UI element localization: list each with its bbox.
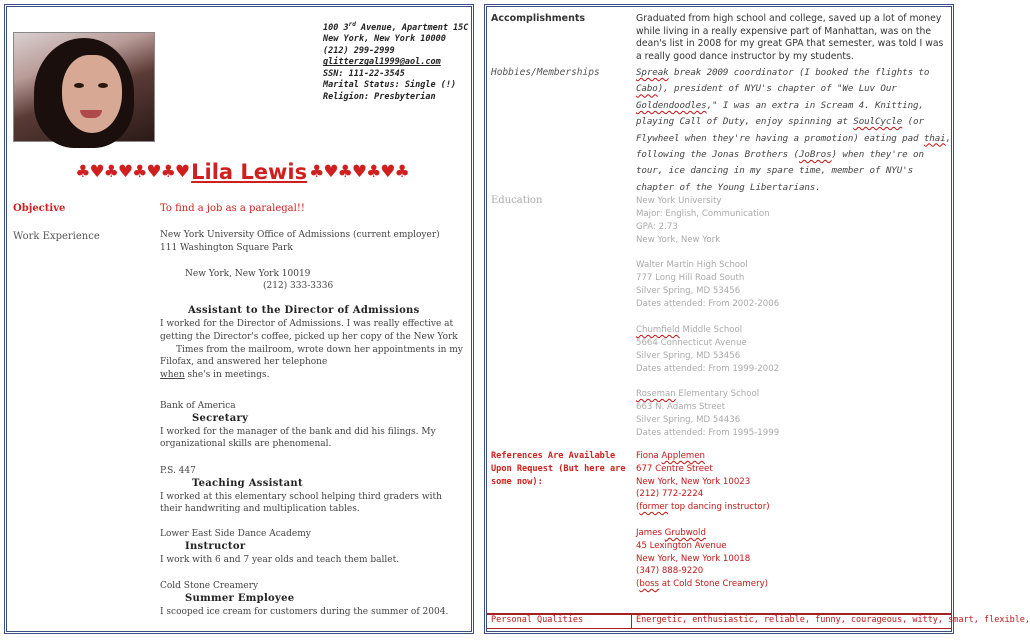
contact-ssn: SSN: 111-22-3545 bbox=[323, 68, 405, 79]
spellcheck-word: thai bbox=[923, 132, 946, 144]
job-desc-text: she's in meetings. bbox=[184, 370, 270, 381]
note-paren: ( bbox=[636, 579, 640, 590]
contact-religion: Religion: Presbyterian bbox=[323, 91, 436, 102]
spellcheck-word: boss bbox=[639, 579, 660, 590]
note-text: top dancing instructor) bbox=[668, 502, 770, 513]
hobbies-run: ) when they're on tour, ice dancing in my spare time, member of NYU's chapter of the Young Libertarians. bbox=[636, 149, 924, 193]
hobbies-run: break 2009 coordinator (I booked the flights to bbox=[668, 67, 930, 78]
job-title: Instructor bbox=[185, 540, 246, 552]
references-label-line: Upon Request (But here are bbox=[491, 464, 626, 474]
school-line: New York University bbox=[636, 196, 722, 206]
school-line: 777 Long Hill Road South bbox=[636, 273, 745, 283]
reference-city: New York, New York 10018 bbox=[636, 553, 751, 564]
hobbies-run: ), president of NYU's chapter of "We Luv Our bbox=[657, 83, 897, 95]
job-title: Secretary bbox=[192, 412, 249, 424]
work-org: Lower East Side Dance Academy bbox=[160, 529, 311, 539]
photo-eye-right bbox=[98, 83, 108, 88]
personal-qualities-label: Personal Qualities bbox=[491, 615, 584, 625]
reference-first-name: Fiona bbox=[636, 451, 662, 461]
reference-city: New York, New York 10023 bbox=[636, 476, 751, 487]
work-entry-dance-academy bbox=[160, 528, 472, 566]
reference-person bbox=[636, 527, 952, 591]
job-desc-line bbox=[160, 369, 472, 382]
applicant-name: Lila Lewis bbox=[191, 160, 308, 184]
school-line: 5664 Connecticut Avenue bbox=[636, 338, 747, 348]
spellcheck-word: SoulCycle bbox=[853, 116, 903, 128]
education-label: Education bbox=[491, 195, 543, 206]
address-street: Avenue, Apartment 15C bbox=[355, 22, 469, 33]
hobbies-run: , following the Jonas Brothers ( bbox=[636, 132, 952, 161]
work-org: Cold Stone Creamery bbox=[160, 581, 259, 591]
education-school bbox=[636, 195, 952, 247]
school-line bbox=[636, 388, 952, 401]
education-school bbox=[636, 259, 952, 311]
hobbies-label: Hobbies/Memberships bbox=[491, 67, 600, 78]
job-desc-line: Times from the mailroom, wrote down her appointments in my bbox=[176, 344, 463, 355]
reference-address: 45 Lexington Avenue bbox=[636, 540, 727, 551]
resume-page-1 bbox=[4, 4, 474, 634]
spellcheck-word: Applemen bbox=[661, 451, 705, 461]
school-line: Major: English, Communication bbox=[636, 209, 770, 219]
references-label-line: some now): bbox=[491, 477, 543, 487]
school-line bbox=[636, 324, 952, 337]
spellcheck-word: former bbox=[639, 502, 669, 513]
work-entry-cold-stone bbox=[160, 580, 472, 618]
school-line: Dates attended: From 1999-2002 bbox=[636, 364, 780, 374]
contact-email[interactable]: glitterzgal1999@aol.com bbox=[323, 57, 441, 68]
note-paren: ( bbox=[636, 502, 640, 513]
education-school bbox=[636, 324, 952, 376]
spellcheck-word: Chumfield bbox=[636, 325, 680, 335]
school-line: Silver Spring, MD 53456 bbox=[636, 351, 741, 361]
job-title: Summer Employee bbox=[185, 592, 295, 604]
note-text: at Cold Stone Creamery) bbox=[659, 579, 769, 590]
school-line: 663 N. Adams Street bbox=[636, 402, 726, 412]
reference-name bbox=[636, 450, 952, 463]
address-ordinal: rd bbox=[348, 21, 356, 28]
job-desc-line: I worked for the manager of the bank and did his filings. My bbox=[160, 426, 436, 437]
name-heading bbox=[7, 160, 477, 184]
suits-left: ♣♥♣♥♣♥♣♥ bbox=[75, 162, 190, 182]
reference-name bbox=[636, 527, 952, 540]
work-org: Bank of America bbox=[160, 401, 236, 411]
job-desc-line: organizational skills are phenomenal. bbox=[160, 439, 332, 450]
address-number: 100 3 bbox=[323, 22, 349, 33]
table-divider bbox=[631, 615, 632, 628]
contact-address-line1 bbox=[323, 19, 473, 34]
reference-phone: (212) 772-2224 bbox=[636, 489, 704, 500]
work-entry-bank bbox=[160, 400, 472, 451]
personal-qualities-row bbox=[487, 613, 1030, 629]
job-desc-line: their handwriting and multiplication tables. bbox=[160, 504, 360, 515]
job-desc-line: I work with 6 and 7 year olds and teach them ballet. bbox=[160, 554, 400, 565]
job-desc-line: I worked at this elementary school helping third graders with bbox=[160, 491, 442, 502]
work-entry-nyu bbox=[160, 229, 472, 382]
spellcheck-word: Grubwold bbox=[664, 528, 706, 538]
work-city: New York, New York 10019 bbox=[185, 268, 311, 279]
job-desc-line: I worked for the Director of Admissions. I was really effective at bbox=[160, 318, 454, 329]
references-label bbox=[491, 450, 626, 489]
spellcheck-word: JoBros bbox=[798, 149, 832, 161]
contact-address-line2: New York, New York 10000 bbox=[323, 34, 446, 45]
personal-qualities-text: Energetic, enthusiastic, reliable, funny, courageous, witty, smart, flexible, bbox=[636, 615, 1030, 625]
contact-phone: (212) 299-2999 bbox=[323, 45, 395, 56]
school-line: Silver Spring, MD 53456 bbox=[636, 286, 741, 296]
work-address: 111 Washington Square Park bbox=[160, 242, 293, 253]
spellcheck-word: Cabo bbox=[636, 83, 658, 95]
profile-photo bbox=[13, 32, 155, 142]
school-name-rest: Middle School bbox=[679, 325, 743, 335]
work-org: P.S. 447 bbox=[160, 466, 196, 476]
job-title: Assistant to the Director of Admissions bbox=[188, 305, 420, 317]
contact-marital-status: Marital Status: Single (!) bbox=[323, 80, 457, 91]
reference-note bbox=[636, 578, 952, 591]
reference-first-name: James bbox=[636, 528, 665, 538]
reference-person bbox=[636, 450, 952, 514]
school-line: Silver Spring, MD 54436 bbox=[636, 415, 741, 425]
suits-right: ♣♥♣♥♣♥♣ bbox=[309, 162, 409, 182]
school-line: Dates attended: From 1995-1999 bbox=[636, 428, 780, 438]
work-experience-label: Work Experience bbox=[13, 231, 100, 242]
hobbies-run: ," I was an extra in Scream 4. Knitting, playing Call of Duty, enjoy spinning at bbox=[636, 99, 924, 128]
education-school bbox=[636, 388, 952, 440]
reference-note bbox=[636, 501, 952, 514]
underlined-word: when bbox=[160, 370, 185, 381]
job-desc-line: I scooped ice cream for customers during the summer of 2004. bbox=[160, 606, 449, 617]
resume-page-2 bbox=[484, 4, 1030, 634]
work-org: New York University Office of Admissions (current employer) bbox=[160, 230, 440, 240]
hobbies-run: (or Flywheel when they're having a promotion) eating pad bbox=[636, 116, 924, 144]
photo-eye-left bbox=[74, 83, 84, 88]
accomplishments-label: Accomplishments bbox=[491, 13, 586, 24]
work-phone: (212) 333-3336 bbox=[263, 281, 334, 292]
photo-face bbox=[62, 55, 122, 133]
school-line: Dates attended: From 2002-2006 bbox=[636, 299, 780, 309]
job-desc-line: Filofax, and answered her telephone bbox=[160, 357, 328, 368]
school-line: New York, New York bbox=[636, 235, 721, 245]
objective-text: To find a job as a paralegal!! bbox=[160, 203, 305, 214]
accomplishments-text: Graduated from high school and college, saved up a lot of money while living in a really expensive part of Manhattan, was on the dean's list in 2008 for my great GPA that semester, was told I was a really good dance instructor by my students. bbox=[636, 13, 944, 62]
objective-label: Objective bbox=[13, 203, 66, 214]
references-label-line: References Are Available bbox=[491, 451, 616, 461]
hobbies-text bbox=[636, 65, 952, 196]
school-name-rest: Elementary School bbox=[675, 389, 760, 399]
job-title: Teaching Assistant bbox=[192, 477, 303, 489]
work-entry-ps447 bbox=[160, 465, 472, 516]
contact-info bbox=[323, 19, 473, 103]
spellcheck-word: Goldendoodles bbox=[636, 99, 707, 111]
reference-address: 677 Centre Street bbox=[636, 463, 713, 474]
school-line: GPA: 2.73 bbox=[636, 222, 678, 232]
reference-phone: (347) 888-9220 bbox=[636, 566, 704, 577]
spellcheck-word: Roseman bbox=[636, 389, 676, 399]
spellcheck-word: Spreak bbox=[636, 67, 669, 78]
school-line: Walter Martin High School bbox=[636, 260, 748, 270]
job-desc-line: getting the Director's coffee, picked up her copy of the New York bbox=[160, 331, 458, 342]
